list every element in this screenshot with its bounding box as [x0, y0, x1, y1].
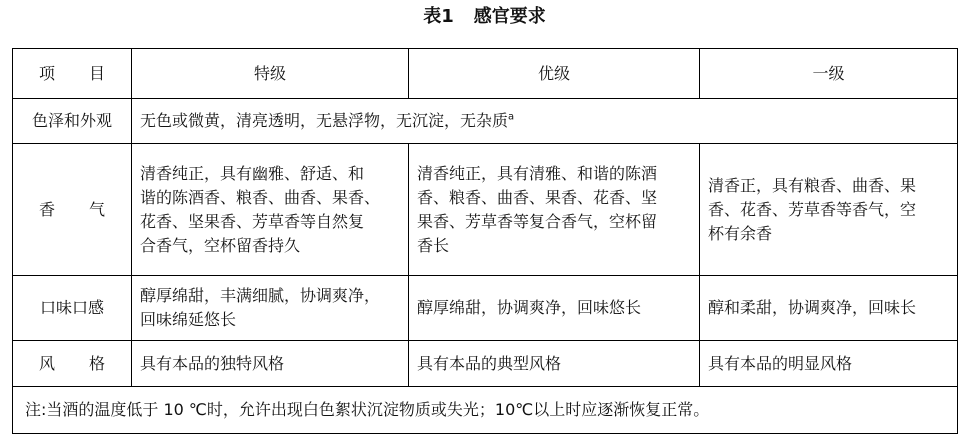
aroma-special-line: 清香纯正，具有幽雅、舒适、和 — [140, 163, 365, 183]
cell-style-first: 具有本品的明显风格 — [700, 341, 958, 387]
table-number: 表1 — [423, 6, 454, 27]
cell-aroma-special — [132, 144, 409, 276]
aroma-first-line: 香、花香、芳草香等香气，空 — [708, 199, 917, 219]
cell-style-special: 具有本品的独特风格 — [132, 341, 409, 387]
header-grade-special: 特级 — [132, 49, 409, 99]
header-grade-first: 一级 — [700, 49, 958, 99]
row-label-style — [13, 341, 132, 387]
sensory-requirements-table — [12, 48, 958, 434]
cell-taste-special — [132, 276, 409, 341]
aroma-excellent-line: 清香纯正，具有清雅、和谐的陈酒 — [417, 163, 658, 183]
aroma-special-line: 合香气，空杯留香持久 — [140, 235, 301, 255]
aroma-first-line: 杯有余香 — [708, 223, 773, 243]
cell-taste-excellent: 醇厚绵甜，协调爽净，回味悠长 — [409, 276, 700, 341]
table-note: 注:当酒的温度低于 10 ℃时，允许出现白色絮状沉淀物质或失光；10℃以上时应逐渐恢复正常。 — [13, 387, 958, 434]
cell-color-value — [132, 99, 958, 144]
row-label-aroma — [13, 144, 132, 276]
header-grade-excellent: 优级 — [409, 49, 700, 99]
taste-special-line: 醇厚绵甜，丰满细腻，协调爽净， — [140, 286, 381, 305]
table-caption — [0, 4, 969, 30]
header-item-char-1: 项 — [38, 63, 55, 83]
table-header-row — [13, 49, 958, 99]
style-label-char-1: 风 — [38, 353, 55, 373]
style-label-char-2: 格 — [89, 353, 106, 373]
header-item-char-2: 目 — [89, 63, 106, 83]
aroma-label-char-2: 气 — [89, 199, 106, 219]
aroma-label-char-1: 香 — [38, 199, 55, 219]
row-label-color: 色泽和外观 — [13, 99, 132, 144]
header-item — [13, 49, 132, 99]
row-label-taste: 口味口感 — [13, 276, 132, 341]
cell-style-excellent: 具有本品的典型风格 — [409, 341, 700, 387]
table-row-color — [13, 99, 958, 144]
taste-special-line: 回味绵延悠长 — [140, 310, 237, 329]
color-value-text: 无色或微黄，清亮透明，无悬浮物，无沉淀，无杂质 — [140, 111, 509, 130]
table-row-aroma — [13, 144, 958, 276]
table-row-note — [13, 387, 958, 434]
aroma-first-line: 清香正，具有粮香、曲香、果 — [708, 175, 917, 195]
footnote-mark: a — [508, 111, 515, 123]
aroma-excellent-line: 香、粮香、曲香、果香、花香、坚 — [417, 187, 658, 207]
table-row-style — [13, 341, 958, 387]
aroma-excellent-line: 香长 — [417, 235, 450, 255]
aroma-special-line: 谐的陈酒香、粮香、曲香、果香、 — [140, 187, 381, 207]
aroma-excellent-line: 果香、芳草香等复合香气，空杯留 — [417, 211, 658, 231]
cell-taste-first: 醇和柔甜，协调爽净，回味长 — [700, 276, 958, 341]
cell-aroma-excellent — [409, 144, 700, 276]
cell-aroma-first — [700, 144, 958, 276]
table-title: 感官要求 — [473, 6, 546, 27]
aroma-special-line: 花香、坚果香、芳草香等自然复 — [140, 211, 365, 231]
table-row-taste — [13, 276, 958, 341]
